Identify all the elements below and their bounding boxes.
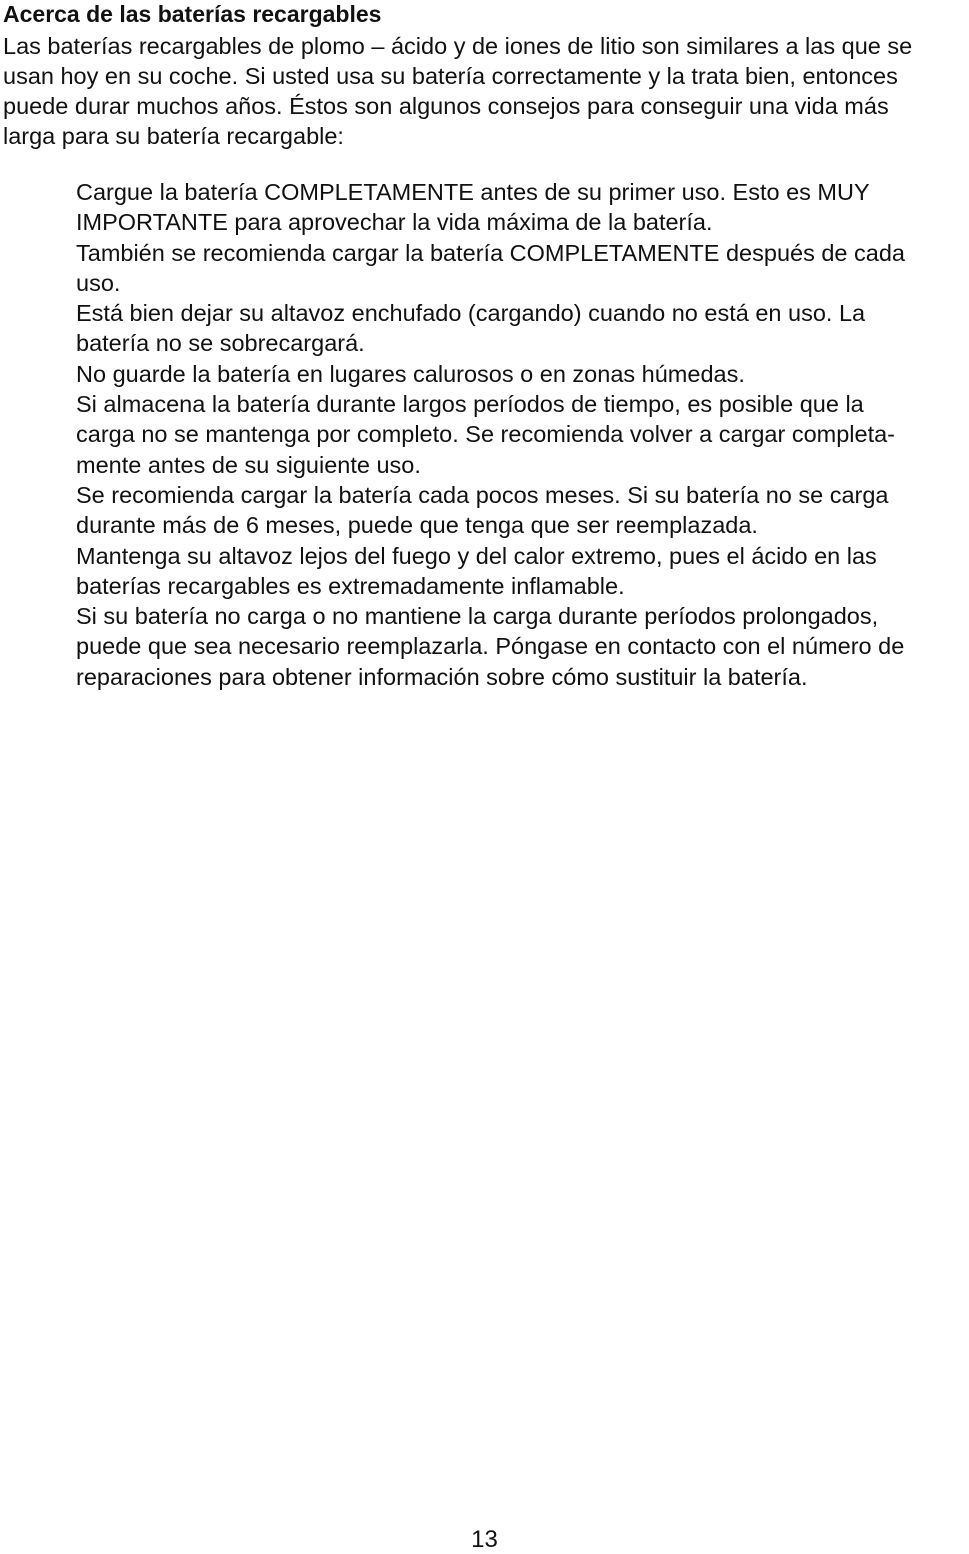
tip-line: IMPORTANTE para aprovechar la vida máxima de la batería.	[76, 209, 713, 236]
intro-line: puede durar muchos años. Éstos son algunos consejos para conseguir una vida más	[3, 93, 889, 119]
tip-item	[76, 601, 969, 692]
page-number: 13	[471, 1526, 498, 1553]
tip-line: reparaciones para obtener información sobre cómo sustituir la batería.	[76, 663, 808, 690]
tip-line: batería no se sobrecargará.	[76, 330, 365, 357]
tip-line: mente antes de su siguiente uso.	[76, 451, 421, 478]
intro-line: Las baterías recargables de plomo – ácido y de iones de litio son similares a las que se	[3, 33, 913, 59]
tip-line: carga no se mantenga por completo. Se recomienda volver a cargar completa-	[76, 421, 896, 448]
tip-line: Cargue la batería COMPLETAMENTE antes de su primer uso. Esto es MUY	[76, 179, 870, 205]
tip-item	[76, 541, 969, 602]
intro-paragraph	[3, 31, 969, 151]
tip-line: No guarde la batería en lugares calurosos o en zonas húmedas.	[76, 360, 745, 387]
tip-line: Se recomienda cargar la batería cada pocos meses. Si su batería no se carga	[76, 481, 889, 508]
tip-line: Está bien dejar su altavoz enchufado (cargando) cuando no está en uso. La	[76, 300, 866, 327]
battery-tips-list	[76, 177, 969, 692]
tip-line: Mantenga su altavoz lejos del fuego y del calor extremo, pues el ácido en las	[76, 542, 877, 569]
section-title: Acerca de las baterías recargables	[3, 1, 382, 27]
tip-line: También se recomienda cargar la batería COMPLETAMENTE después de cada	[76, 239, 905, 266]
tip-item	[76, 480, 969, 541]
tip-line: uso.	[76, 269, 121, 296]
intro-line: larga para su batería recargable:	[3, 123, 344, 149]
tip-line: Si almacena la batería durante largos períodos de tiempo, es posible que la	[76, 391, 864, 418]
tip-line: puede que sea necesario reemplazarla. Póngase en contacto con el número de	[76, 633, 905, 660]
tip-item	[76, 238, 969, 299]
tip-line: durante más de 6 meses, puede que tenga que ser reemplazada.	[76, 512, 758, 539]
tip-item	[76, 359, 969, 389]
tip-item	[76, 177, 969, 238]
tip-item	[76, 389, 969, 480]
tip-item	[76, 298, 969, 359]
tip-line: Si su batería no carga o no mantiene la carga durante períodos prolongados,	[76, 603, 879, 630]
tip-line: baterías recargables es extremadamente inflamable.	[76, 572, 625, 599]
intro-line: usan hoy en su coche. Si usted usa su batería correctamente y la trata bien, entonces	[3, 63, 898, 89]
